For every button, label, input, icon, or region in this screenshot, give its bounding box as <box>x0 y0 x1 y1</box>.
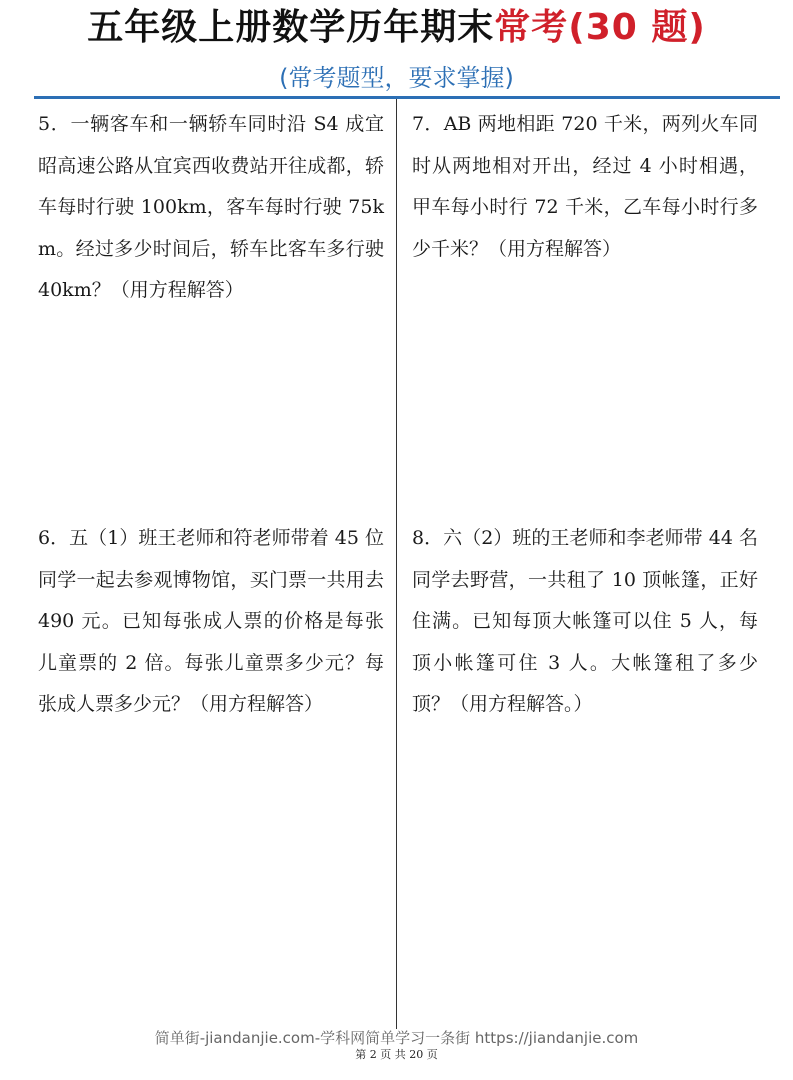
column-divider <box>396 99 397 1029</box>
question-7: 7．AB 两地相距 720 千米，两列火车同时从两地相对开出，经过 4 小时相遇，甲车每小时行 72 千米，乙车每小时行多少千米？（用方程解答） <box>412 113 758 260</box>
footer-site-text: 简单街-jiandanjie.com-学科网简单学习一条街 https://jiandanjie.com <box>154 1029 639 1047</box>
title-main: 五年级上册数学历年期末 <box>87 7 495 48</box>
page-number: 第 2 页 共 20 页 <box>355 1048 438 1061</box>
page-subtitle: (常考题型，要求掌握) <box>279 64 514 92</box>
question-8: 8．六（2）班的王老师和李老师带 44 名同学去野营，一共租了 10 顶帐篷，正好住满。已知每顶大帐篷可以住 5 人，每顶小帐篷可住 3 人。大帐篷租了多少顶？（用方程解答。） <box>412 527 758 715</box>
title-accent: 常考(30 题) <box>494 7 706 48</box>
page-title <box>0 4 793 52</box>
question-5: 5．一辆客车和一辆轿车同时沿 S4 成宜昭高速公路从宜宾西收费站开往成都，轿车每时行驶 100km，客车每时行驶 75km。经过多少时间后，轿车比客车多行驶 40km？（用方程解答） <box>38 113 384 301</box>
header-divider <box>34 96 780 99</box>
question-6: 6．五（1）班王老师和符老师带着 45 位同学一起去参观博物馆，买门票一共用去 490 元。已知每张成人票的价格是每张儿童票的 2 倍。每张儿童票多少元？每张成人票多少元？（用方程解答） <box>38 527 384 715</box>
